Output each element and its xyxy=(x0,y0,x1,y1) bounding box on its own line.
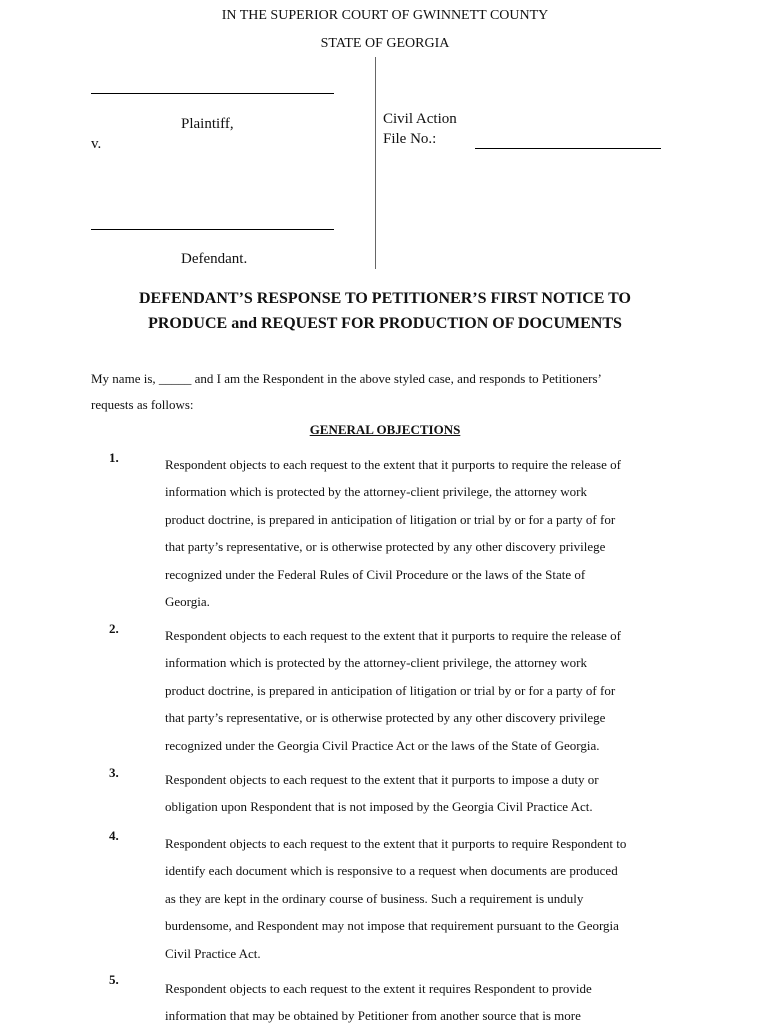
plaintiff-label: Plaintiff, xyxy=(181,116,234,132)
file-number-blank xyxy=(475,148,661,149)
objection-line: recognized under the Georgia Civil Practice Act or the laws of the State of Georgia. xyxy=(165,737,600,753)
objection-line: recognized under the Federal Rules of Civil Procedure or the laws of the State of xyxy=(165,566,586,582)
objection-line: that party’s representative, or is otherwise protected by any other discovery privilege xyxy=(165,710,606,726)
objection-number: 4. xyxy=(109,828,119,843)
intro-line-2: requests as follows: xyxy=(91,397,194,412)
file-number-label: File No.: xyxy=(383,131,437,147)
general-objections-heading: GENERAL OBJECTIONS xyxy=(309,422,461,437)
plaintiff-name-blank xyxy=(91,93,334,94)
objection-paragraph xyxy=(165,456,685,620)
objection-number: 3. xyxy=(109,765,119,780)
objection-line: Respondent objects to each request to the extent that it purports to require the release of xyxy=(165,628,621,643)
objection-line: information which is protected by the attorney-client privilege, the attorney work xyxy=(165,484,588,500)
objection-line: product doctrine, is prepared in anticipation of litigation or trial by or for a party of for xyxy=(165,682,616,698)
civil-action-label: Civil Action xyxy=(383,111,457,127)
objection-line: Respondent objects to each request to the extent that it purports to require Respondent to xyxy=(165,836,627,851)
caption-divider xyxy=(375,57,376,269)
objection-line: Civil Practice Act. xyxy=(165,945,261,961)
objection-line: obligation upon Respondent that is not imposed by the Georgia Civil Practice Act. xyxy=(165,799,593,815)
objection-line: information which is protected by the attorney-client privilege, the attorney work xyxy=(165,655,588,671)
objection-paragraph xyxy=(165,835,685,972)
objection-paragraph xyxy=(165,771,685,826)
court-name-line: IN THE SUPERIOR COURT OF GWINNETT COUNTY xyxy=(221,8,549,23)
objection-line: as they are kept in the ordinary course of business. Such a requirement is unduly xyxy=(165,890,584,906)
objection-line: identify each document which is responsive to a request when documents are produced xyxy=(165,863,618,879)
document-title-line-2: PRODUCE and REQUEST FOR PRODUCTION OF DOCUMENTS xyxy=(148,315,622,332)
state-line: STATE OF GEORGIA xyxy=(320,36,450,51)
defendant-label: Defendant. xyxy=(181,251,248,267)
defendant-name-blank xyxy=(91,229,334,230)
versus-label: v. xyxy=(91,136,102,152)
objection-number: 5. xyxy=(109,972,119,987)
objection-line: information that may be obtained by Petitioner from another source that is more xyxy=(165,1008,581,1024)
objection-paragraph xyxy=(165,980,685,1035)
intro-line-1: My name is, _____ and I am the Respondent in the above styled case, and responds to Petitioners’ xyxy=(91,371,602,386)
objection-line: product doctrine, is prepared in anticipation of litigation or trial by or for a party of for xyxy=(165,511,616,527)
objection-number: 1. xyxy=(109,450,119,465)
objection-line: that party’s representative, or is otherwise protected by any other discovery privilege xyxy=(165,539,606,555)
objection-line: burdensome, and Respondent may not impose that requirement pursuant to the Georgia xyxy=(165,918,619,934)
objection-paragraph xyxy=(165,627,685,764)
objection-number: 2. xyxy=(109,621,119,636)
objection-line: Respondent objects to each request to the extent that it purports to impose a duty or xyxy=(165,772,599,787)
document-title-line-1: DEFENDANT’S RESPONSE TO PETITIONER’S FIRST NOTICE TO xyxy=(139,290,631,307)
objection-line: Respondent objects to each request to the extent it requires Respondent to provide xyxy=(165,981,592,996)
objection-line: Georgia. xyxy=(165,593,210,609)
objection-line: Respondent objects to each request to the extent that it purports to require the release of xyxy=(165,457,621,472)
